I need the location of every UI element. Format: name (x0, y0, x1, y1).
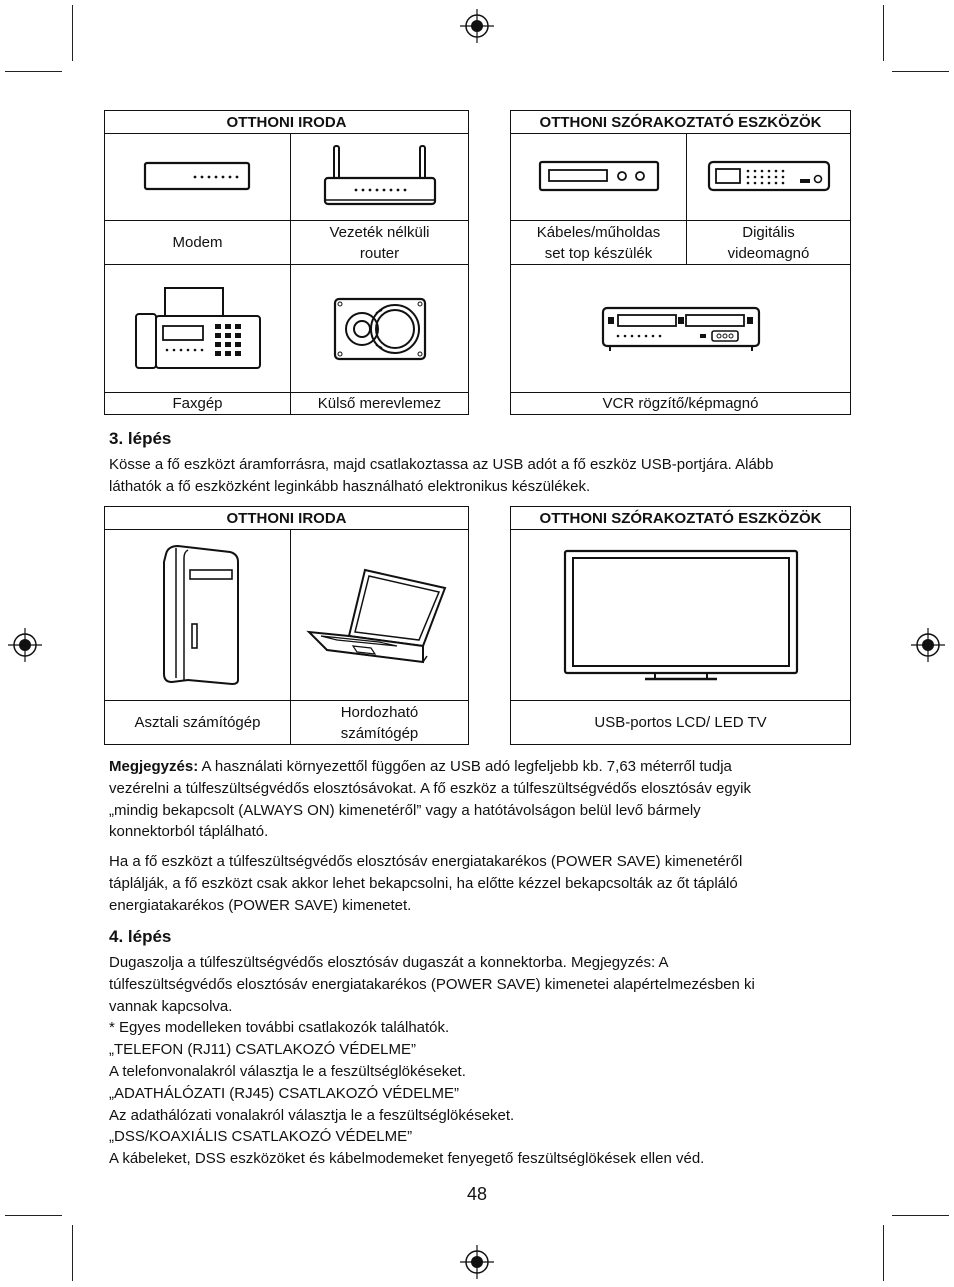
page-number: 48 (466, 1184, 488, 1204)
crop-mark (72, 5, 73, 61)
hard-drive-icon (332, 296, 428, 362)
step3-text (109, 454, 839, 498)
note-line (109, 756, 839, 778)
hdd-image-cell (291, 265, 469, 393)
note-line: konnektorból táplálható. (109, 823, 269, 841)
home-office-table (104, 110, 469, 415)
laptop-icon (305, 564, 455, 666)
settop-image-cell (511, 134, 687, 221)
home-entertainment-main-devices-table (510, 506, 851, 745)
dvr-image-cell (687, 134, 851, 221)
crop-mark (892, 71, 949, 72)
step4-heading: 4. lépés (109, 927, 172, 946)
note-label: Megjegyzés: (109, 758, 199, 775)
tv-image-cell (511, 530, 851, 701)
router-image-cell (291, 134, 469, 221)
step4-text (109, 952, 839, 1170)
router-label (291, 221, 469, 265)
fax-label: Faxgép (105, 393, 291, 415)
step4-line: A kábeleket, DSS eszközöket és kábelmodemeket fenyegető feszültséglökések ellen véd. (109, 1150, 705, 1168)
power-save-paragraph (109, 851, 839, 916)
router-icon (322, 144, 438, 210)
desktop-image-cell (105, 530, 291, 701)
registration-mark-icon (460, 1245, 494, 1279)
desktop-computer-icon (148, 542, 248, 688)
home-office-main-devices-table (104, 506, 469, 745)
note-line: „mindig bekapcsolt (ALWAYS ON) kimenetéről” vagy a hatótávolságon belül levő bármely (109, 801, 701, 819)
dvr-label-line: Digitális (742, 223, 795, 241)
settop-label-line: Kábeles/műholdas (536, 223, 661, 241)
table-header: OTTHONI IRODA (105, 507, 469, 530)
step4-line: „ADATHÁLÓZATI (RJ45) CSATLAKOZÓ VÉDELME” (109, 1084, 460, 1102)
dvr-label-line: videomagnó (727, 244, 810, 262)
hdd-label: Külső merevlemez (291, 393, 469, 415)
registration-mark-icon (460, 9, 494, 43)
laptop-label-line: Hordozható (340, 703, 419, 721)
step4-line: vannak kapcsolva. (109, 997, 233, 1015)
desktop-label: Asztali számítógép (105, 701, 291, 745)
home-entertainment-table (510, 110, 851, 415)
vcr-label: VCR rögzítő/képmagnó (511, 393, 851, 415)
modem-icon (143, 159, 253, 195)
step3-heading: 3. lépés (109, 429, 172, 448)
step3-line: láthatók a fő eszközként leginkább használható elektronikus készülékek. (109, 477, 591, 495)
router-label-line: router (359, 244, 400, 262)
crop-mark (5, 71, 62, 72)
crop-mark (72, 1225, 73, 1281)
paragraph-line: energiatakarékos (POWER SAVE) kimenetet. (109, 896, 412, 914)
note-line: vezérelni a túlfeszültségvédős elosztósávokat. A fő eszköz a túlfeszültségvédős elosztósáv egyik (109, 779, 752, 797)
registration-mark-icon (911, 628, 945, 662)
router-label-line: Vezeték nélküli (329, 223, 430, 241)
table-header: OTTHONI SZÓRAKOZTATÓ ESZKÖZÖK (511, 111, 851, 134)
vcr-icon (600, 305, 762, 353)
step4-line: „DSS/KOAXIÁLIS CSATLAKOZÓ VÉDELME” (109, 1128, 413, 1146)
settop-label-line: set top készülék (544, 244, 653, 262)
paragraph-line: Ha a fő eszközt a túlfeszültségvédős elosztósáv energiatakarékos (POWER SAVE) kimenetéről (109, 853, 743, 870)
step4-line: „TELEFON (RJ11) CSATLAKOZÓ VÉDELME” (109, 1041, 416, 1059)
laptop-label-line: számítógép (340, 724, 419, 742)
step4-line: Dugaszolja a túlfeszültségvédős elosztósáv dugaszát a konnektorba. Megjegyzés: A (109, 954, 669, 971)
set-top-box-icon (537, 159, 661, 195)
laptop-image-cell (291, 530, 469, 701)
crop-mark (5, 1215, 62, 1216)
modem-image-cell (105, 134, 291, 221)
vcr-image-cell (511, 265, 851, 393)
modem-label: Modem (105, 221, 291, 265)
crop-mark (883, 1225, 884, 1281)
digital-video-recorder-icon (706, 159, 832, 195)
crop-mark (892, 1215, 949, 1216)
step4-line: túlfeszültségvédős elosztósáv energiatakarékos (POWER SAVE) kimenetei alapértelmezésben ki (109, 975, 755, 993)
registration-mark-icon (8, 628, 42, 662)
table-header: OTTHONI IRODA (105, 111, 469, 134)
laptop-label (291, 701, 469, 745)
paragraph-line: táplálják, a fő eszközt csak akkor lehet bekapcsolni, ha előtte kézzel bekapcsolták az őt tápláló (109, 874, 738, 892)
dvr-label (687, 221, 851, 265)
step4-line: Az adathálózati vonalakról választja le a feszültséglökéseket. (109, 1106, 515, 1124)
tv-icon (561, 545, 801, 685)
note-paragraph (109, 756, 839, 843)
tv-label: USB-portos LCD/ LED TV (511, 701, 851, 745)
crop-mark (883, 5, 884, 61)
step4-line: A telefonvonalakról választja le a feszültséglökéseket. (109, 1062, 466, 1080)
table-header: OTTHONI SZÓRAKOZTATÓ ESZKÖZÖK (511, 507, 851, 530)
fax-icon (133, 286, 263, 372)
note-text: A használati környezettől függően az USB adó legfeljebb kb. 7,63 méterről tudja (198, 758, 732, 775)
settop-label (511, 221, 687, 265)
step3-line: Kösse a fő eszközt áramforrásra, majd csatlakoztassa az USB adót a fő eszköz USB-portjára. Alább (109, 456, 774, 473)
fax-image-cell (105, 265, 291, 393)
step4-line: * Egyes modelleken további csatlakozók találhatók. (109, 1019, 450, 1037)
